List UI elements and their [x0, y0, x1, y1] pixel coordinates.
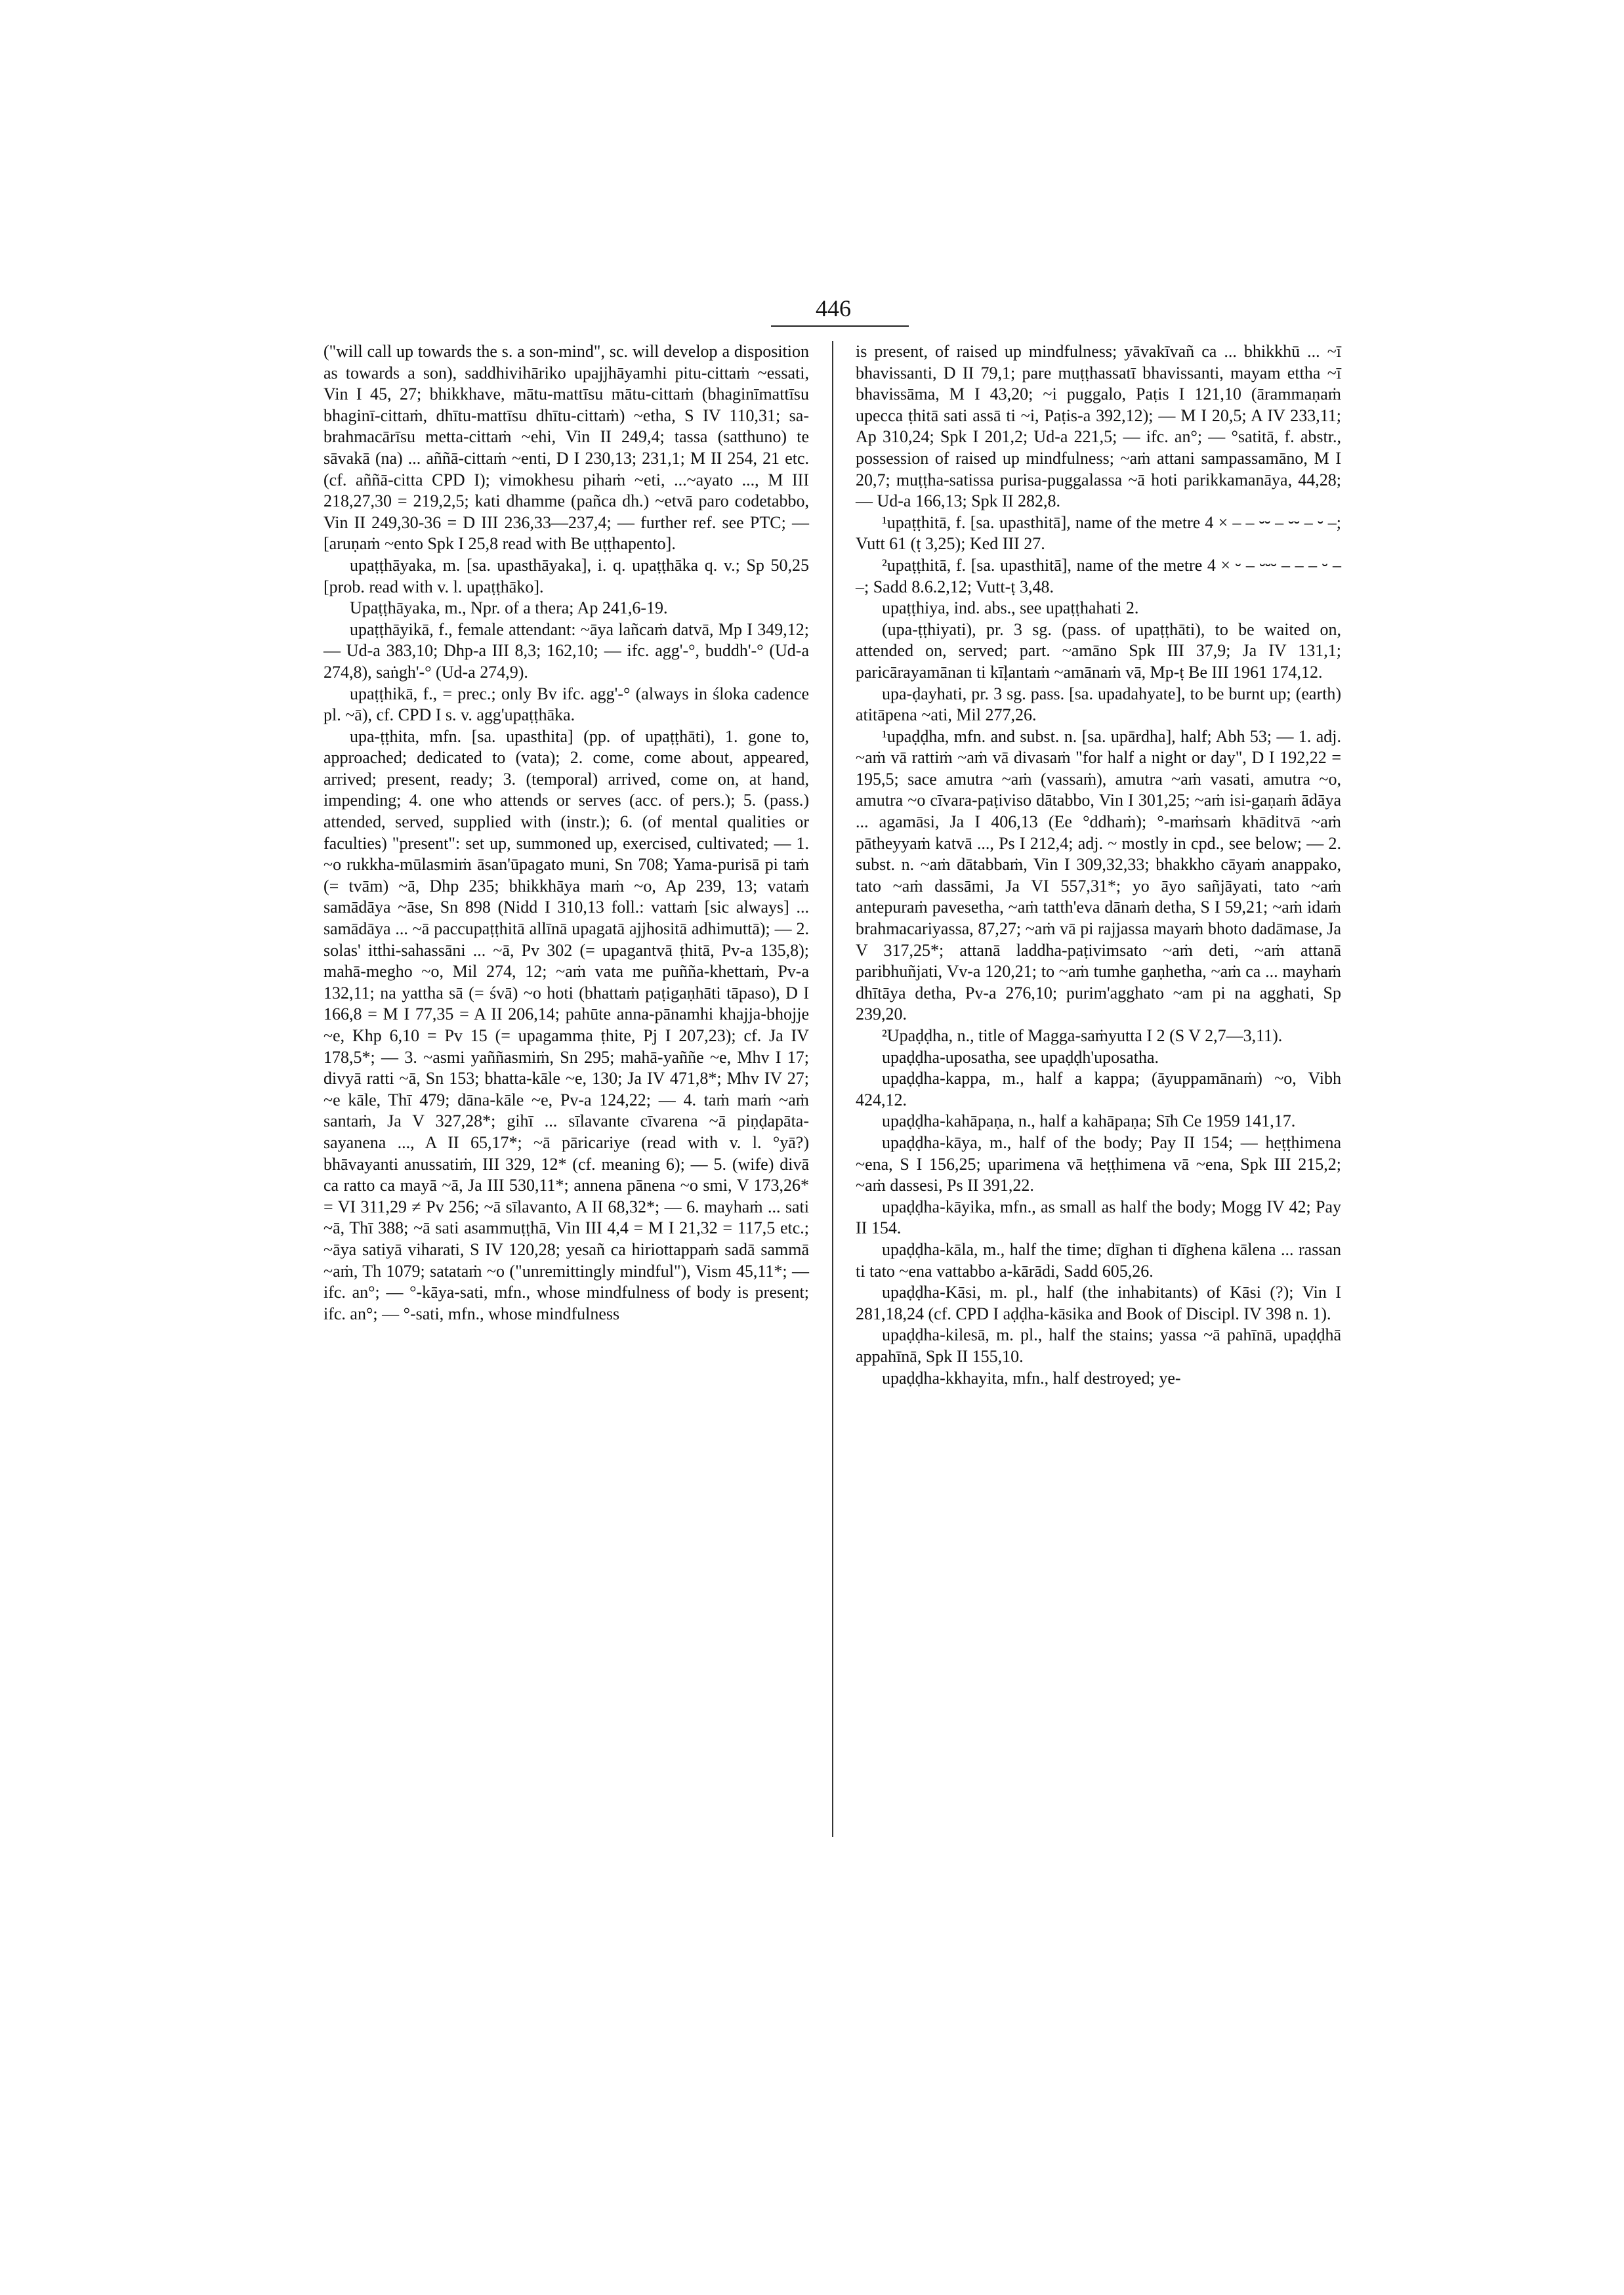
entry-upatthika: upaṭṭhikā, f., = prec.; only Bv ifc. agg'-° (always in śloka cadence pl. ~ā), cf. CPD I s. v. agg'upaṭṭhāka.	[323, 684, 809, 725]
entry-upaddha-kahapana: upaḍḍha-kahāpaṇa, n., half a kahāpaṇa; Sīh Ce 1959 141,17.	[882, 1111, 1296, 1131]
entry-upaddha-kaya: upaḍḍha-kāya, m., half of the body; Pay II 154; — heṭṭhimena ~ena, S I 156,25; uparimena vā heṭṭhimena vā ~ena, Spk III 215,2; ~aṁ dassesi, Ps II 391,22.	[856, 1132, 1341, 1195]
entry-upaddha-kkhayita: upaḍḍha-kkhayita, mfn., half destroyed; ye-	[882, 1368, 1181, 1388]
entry-continuation-right: is present, of raised up mindfulness; yāvakīvañ ca ... bhikkhū ... ~ī bhavissanti, D II 79,1; pare muṭṭhassatī bhavissanti, mayam ettha ~ī bhavissāma, M I 43,20; ~i puggalo, Paṭis I 121,10 (ārammaṇaṁ upecca ṭhitā sati assā ti ~i, Paṭis-a 392,12); — M I 20,5; A IV 233,11; Ap 310,24; Spk I 201,2; Ud-a 221,5; — ifc. an°; — °satitā, f. abstr., possession of raised up mindfulness; ~aṁ attani sampassamāno, M I 20,7; muṭṭha-satissa purisa-puggalassa ~ā hoti parikkamanāya, 44,28; — Ud-a 166,13; Spk II 282,8.	[856, 342, 1341, 511]
page-number: 446	[816, 295, 851, 321]
entry-upaddha-2: ²Upaḍḍha, n., title of Magga-saṁyutta I 2 (S V 2,7—3,11).	[882, 1026, 1283, 1045]
entry-upatthita-2: ²upaṭṭhitā, f. [sa. upasthitā], name of the metre 4 × ⏑ – ⏑⏑⏑ – – – ⏑ – –; Sadd 8.6.2,12; Vutt-ṭ 3,48.	[856, 555, 1341, 596]
entry-upa-tthita: upa-ṭṭhita, mfn. [sa. upasthita] (pp. of upaṭṭhāti), 1. gone to, approached; dedicated to (vata); 2. come, come about, appeared, arrived; present, ready; 3. (temporal) arrived, come on, at hand, impending; 4. one who attends or serves (acc. of pers.); 5. (pass.) attended, served, supplied with (instr.); 6. (of mental qualities or faculties) "present": set up, summoned up, exercised, cultivated; — 1. ~o rukkha-mūlasmiṁ āsan'ūpagato muni, Sn 708; Yama-purisā pi taṁ (= tvām) ~ā, Dhp 235; bhikkhāya maṁ ~o, Ap 239, 13; vataṁ samādāya ~āse, Sn 898 (Nidd I 310,13 foll.: vattaṁ [sic always] ... samādāya ... ~ā paccupaṭṭhitā allīnā upagatā ajjhositā adhimuttā); — 2. solas' itthi-sahassāni ... ~ā, Pv 302 (= upagantvā ṭhitā, Pv-a 135,8); mahā-megho ~o, Mil 274, 12; ~aṁ vata me puñña-khettaṁ, Pv-a 132,11; na yattha sā (= śvā) ~o hoti (bhattaṁ paṭigaṇhāti tāpaso), D I 166,8 = M I 77,35 = A II 206,14; pahūte anna-pānamhi khajja-bhojje ~e, Khp 6,10 = Pv 15 (= upagamma ṭhite, Pj I 207,23); cf. Ja IV 178,5*; — 3. ~asmi yaññasmiṁ, Sn 295; mahā-yaññe ~e, Mhv I 17; divyā ratti ~ā, Sn 153; bhatta-kāle ~e, 130; Ja IV 471,8*; Mhv IV 27; ~e kāle, Thī 479; dāna-kāle ~e, Pv-a 124,22; — 4. taṁ maṁ ~aṁ santaṁ, Ja V 327,28*; gihī ... sīlavante cīvarena ~ā piṇḍapāta-sayanena ..., A II 65,17*; ~ā pāricariye (read with v. l. °yā?) bhāvayanti anussatiṁ, III 329, 12* (cf. meaning 6); — 5. (wife) divā ca ratto ca mayā ~ā, Ja III 530,11*; annena pānena ~o smi, V 173,26* = VI 311,29 ≠ Pv 256; ~ā sīlavanto, A II 68,32*; — 6. mayhaṁ ... sati ~ā, Thī 388; ~ā sati asammuṭṭhā, Vin III 4,4 = M I 21,32 = 117,5 etc.; ~āya satiyā viharati, S IV 120,28; yesañ ca hiriottappaṁ sadā sammā ~aṁ, Th 1079; satataṁ ~o ("unremittingly mindful"), Vism 45,11*; — ifc. an°; — °-kāya-sati, mfn., whose mindfulness of body is present; ifc. an°; — °-sati, mfn., whose mindfulness	[323, 726, 809, 1323]
entry-upatthita-1: ¹upaṭṭhitā, f. [sa. upasthitā], name of the metre 4 × – – ⏑⏑ – ⏑⏑ – ⏑ –; Vutt 61 (ṭ 3,25); Ked III 27.	[856, 512, 1341, 554]
entry-upatthayaka: upaṭṭhāyaka, m. [sa. upasthāyaka], i. q. upaṭṭhāka q. v.; Sp 50,25 [prob. read with v. l. upaṭṭhāko].	[323, 555, 809, 596]
entry-upaddha-kappa: upaḍḍha-kappa, m., half a kappa; (āyuppamānaṁ) ~o, Vibh 424,12.	[856, 1069, 1341, 1109]
entry-upatthiya: upaṭṭhiya, ind. abs., see upaṭṭhahati 2.	[882, 598, 1139, 618]
left-column	[323, 341, 809, 1325]
entry-upaddha-kasi: upaḍḍha-Kāsi, m. pl., half (the inhabitants) of Kāsi (?); Vin I 281,18,24 (cf. CPD I aḍḍha-kāsika and Book of Discipl. IV 398 n. 1).	[856, 1283, 1341, 1323]
entry-upatthayaka-npr: Upaṭṭhāyaka, m., Npr. of a thera; Ap 241,6-19.	[350, 598, 668, 618]
column-divider	[832, 341, 833, 1837]
right-column	[856, 341, 1341, 1389]
entry-continuation: ("will call up towards the s. a son-mind", sc. will develop a disposition as towards a son), saddhivihāriko upajjhāyamhi pitu-cittaṁ ~essati, Vin I 45, 27; bhikkhave, mātu-mattīsu mātu-cittaṁ (bhaginīmattīsu bhaginī-cittaṁ, dhītu-mattīsu dhītu-cittaṁ) ~etha, S IV 110,31; sa-brahmacārīsu metta-cittaṁ ~ehi, Vin II 249,4; tassa (satthuno) te sāvakā (na) ... aññā-cittaṁ ~enti, D I 230,13; 231,1; M II 254, 21 etc. (cf. aññā-citta CPD I); vimokhesu pihaṁ ~eti, ...~ayato ..., M III 218,27,30 = 219,2,5; kati dhamme (pañca dh.) ~etvā paro codetabbo, Vin II 249,30-36 = D III 236,33—237,4; — further ref. see PTC; — [aruṇaṁ ~ento Spk I 25,8 read with Be uṭṭhapento].	[323, 342, 809, 554]
entry-upaddha-1: ¹upaḍḍha, mfn. and subst. n. [sa. upārdha], half; Abh 53; — 1. adj. ~aṁ vā rattiṁ ~aṁ vā divasaṁ "for half a night or day", D I 192,22 = 195,5; sace amutra ~aṁ (vassaṁ), amutra ~aṁ vasati, amutra ~o, amutra ~o cīvara-paṭiviso dātabbo, Vin I 301,25; ~aṁ isi-gaṇaṁ ādāya ... agamāsi, Ja I 406,13 (Ee °ddhaṁ); °-maṁsaṁ khāditvā ~aṁ pātheyyaṁ katvā ..., Ps I 212,4; adj. ~ mostly in cpd., see below; — 2. subst. n. ~aṁ dātabbaṁ, Vin I 309,32,33; bhakkho cāyaṁ anappako, tato ~aṁ dassāmi, Ja VI 557,31*; yo āyo sañjāyati, tato ~aṁ antepuraṁ pavesetha, ~aṁ tatth'eva dānaṁ detha, S I 59,21; ~aṁ idaṁ brahmacariyassa, 87,27; ~aṁ vā pi rajjassa mayaṁ bhoto dadāmase, Ja V 317,25*; attanā laddha-paṭivimsato ~aṁ deti, ~aṁ attanā paribhuñjati, Vv-a 120,21; to ~aṁ tumhe gaṇhetha, ~aṁ ca ... mayhaṁ dhītāya detha, Pv-a 276,10; purim'agghato ~am pi na agghati, Sp 239,20.	[856, 726, 1341, 1024]
entry-upa-tthiyati: (upa-ṭṭhiyati), pr. 3 sg. (pass. of upaṭṭhāti), to be waited on, attended on, served; part. ~amāno Spk III 37,9; Ja IV 131,1; paricārayamānan ti kīḷantaṁ ~amānaṁ vā, Mp-ṭ Be III 1961 174,12.	[856, 619, 1341, 682]
entry-upa-dayhati: upa-ḍayhati, pr. 3 sg. pass. [sa. upadahyate], to be burnt up; (earth) atitāpena ~ati, Mil 277,26.	[856, 684, 1341, 725]
header-rule	[771, 325, 909, 327]
entry-upaddha-uposatha: upaḍḍha-uposatha, see upaḍḍh'uposatha.	[882, 1047, 1159, 1067]
entry-upatthayika: upaṭṭhāyikā, f., female attendant: ~āya lañcaṁ datvā, Mp I 349,12; — Ud-a 383,10; Dhp-a III 8,3; 162,10; — ifc. agg'-°, buddh'-° (Ud-a 274,8), saṅgh'-° (Ud-a 274,9).	[323, 619, 809, 682]
entry-upaddha-kayika: upaḍḍha-kāyika, mfn., as small as half the body; Mogg IV 42; Pay II 154.	[856, 1197, 1341, 1238]
entry-upaddha-kala: upaḍḍha-kāla, m., half the time; dīghan ti dīghena kālena ... rassan ti tato ~ena vattabbo a-kārādi, Sadd 605,26.	[856, 1239, 1341, 1281]
entry-upaddha-kilesa: upaḍḍha-kilesā, m. pl., half the stains; yassa ~ā pahīnā, upaḍḍhā appahīnā, Spk II 155,10.	[856, 1325, 1341, 1366]
